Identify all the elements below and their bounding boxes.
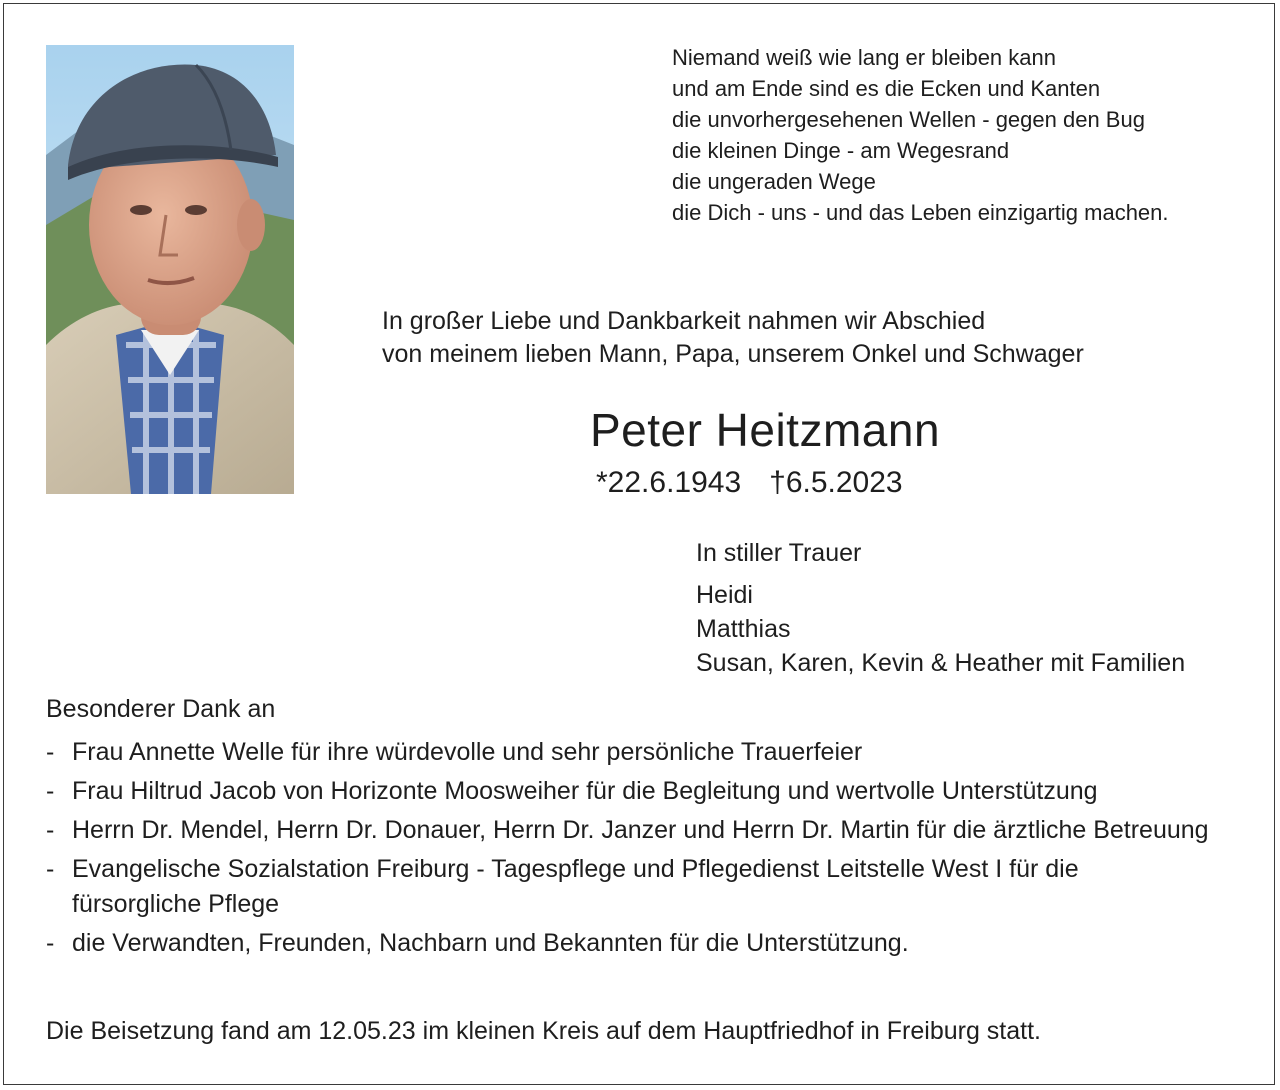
mourning-lead: In stiller Trauer xyxy=(696,539,862,567)
thanks-item-text: Frau Annette Welle für ihre würdevolle und sehr persönliche Trauerfeier xyxy=(72,738,863,766)
poem-line: die ungeraden Wege xyxy=(672,169,876,194)
list-dash: - xyxy=(46,855,55,883)
family-list xyxy=(696,578,1185,680)
birth-date: *22.6.1943 xyxy=(596,466,742,499)
thanks-item-text: Evangelische Sozialstation Freiburg - Tagespflege und Pflegedienst Leitstelle West I für die fürsorgliche Pflege xyxy=(72,855,1079,918)
thanks-item xyxy=(46,774,1246,809)
thanks-item xyxy=(46,926,1246,961)
mourners-block xyxy=(696,536,1185,680)
list-dash: - xyxy=(46,929,55,957)
thanks-item-text: Herrn Dr. Mendel, Herrn Dr. Donauer, Herrn Dr. Janzer und Herrn Dr. Martin für die ärztliche Betreuung xyxy=(72,816,1209,844)
list-dash: - xyxy=(46,738,55,766)
thanks-heading: Besonderer Dank an xyxy=(46,695,276,723)
poem-line: Niemand weiß wie lang er bleiben kann xyxy=(672,45,1056,70)
poem-line: die unvorhergesehenen Wellen - gegen den Bug xyxy=(672,107,1145,132)
intro-text xyxy=(382,305,1084,371)
intro-line-1: In großer Liebe und Dankbarkeit nahmen wir Abschied xyxy=(382,307,986,335)
poem-line: die kleinen Dinge - am Wegesrand xyxy=(672,138,1010,163)
thanks-item xyxy=(46,735,1246,770)
thanks-item-text: Frau Hiltrud Jacob von Horizonte Moosweiher für die Begleitung und wertvolle Unterstützung xyxy=(72,777,1098,805)
burial-note: Die Beisetzung fand am 12.05.23 im kleinen Kreis auf dem Hauptfriedhof in Freiburg statt. xyxy=(46,1017,1041,1045)
list-dash: - xyxy=(46,816,55,844)
life-dates xyxy=(596,463,903,503)
family-name: Heidi xyxy=(696,581,753,609)
poem-line: die Dich - uns - und das Leben einzigartig machen. xyxy=(672,200,1169,225)
intro-line-2: von meinem lieben Mann, Papa, unserem Onkel und Schwager xyxy=(382,340,1084,368)
family-name: Matthias xyxy=(696,615,791,643)
thanks-list xyxy=(46,735,1246,965)
thanks-item xyxy=(46,813,1242,848)
death-date: †6.5.2023 xyxy=(769,466,903,499)
deceased-name: Peter Heitzmann xyxy=(589,404,941,456)
thanks-item-text: die Verwandten, Freunden, Nachbarn und Bekannten für die Unterstützung. xyxy=(72,929,909,957)
thanks-item xyxy=(46,852,1202,922)
poem-line: und am Ende sind es die Ecken und Kanten xyxy=(672,76,1101,101)
poem xyxy=(672,42,1169,228)
family-name: Susan, Karen, Kevin & Heather mit Familien xyxy=(696,649,1186,677)
list-dash: - xyxy=(46,777,55,805)
